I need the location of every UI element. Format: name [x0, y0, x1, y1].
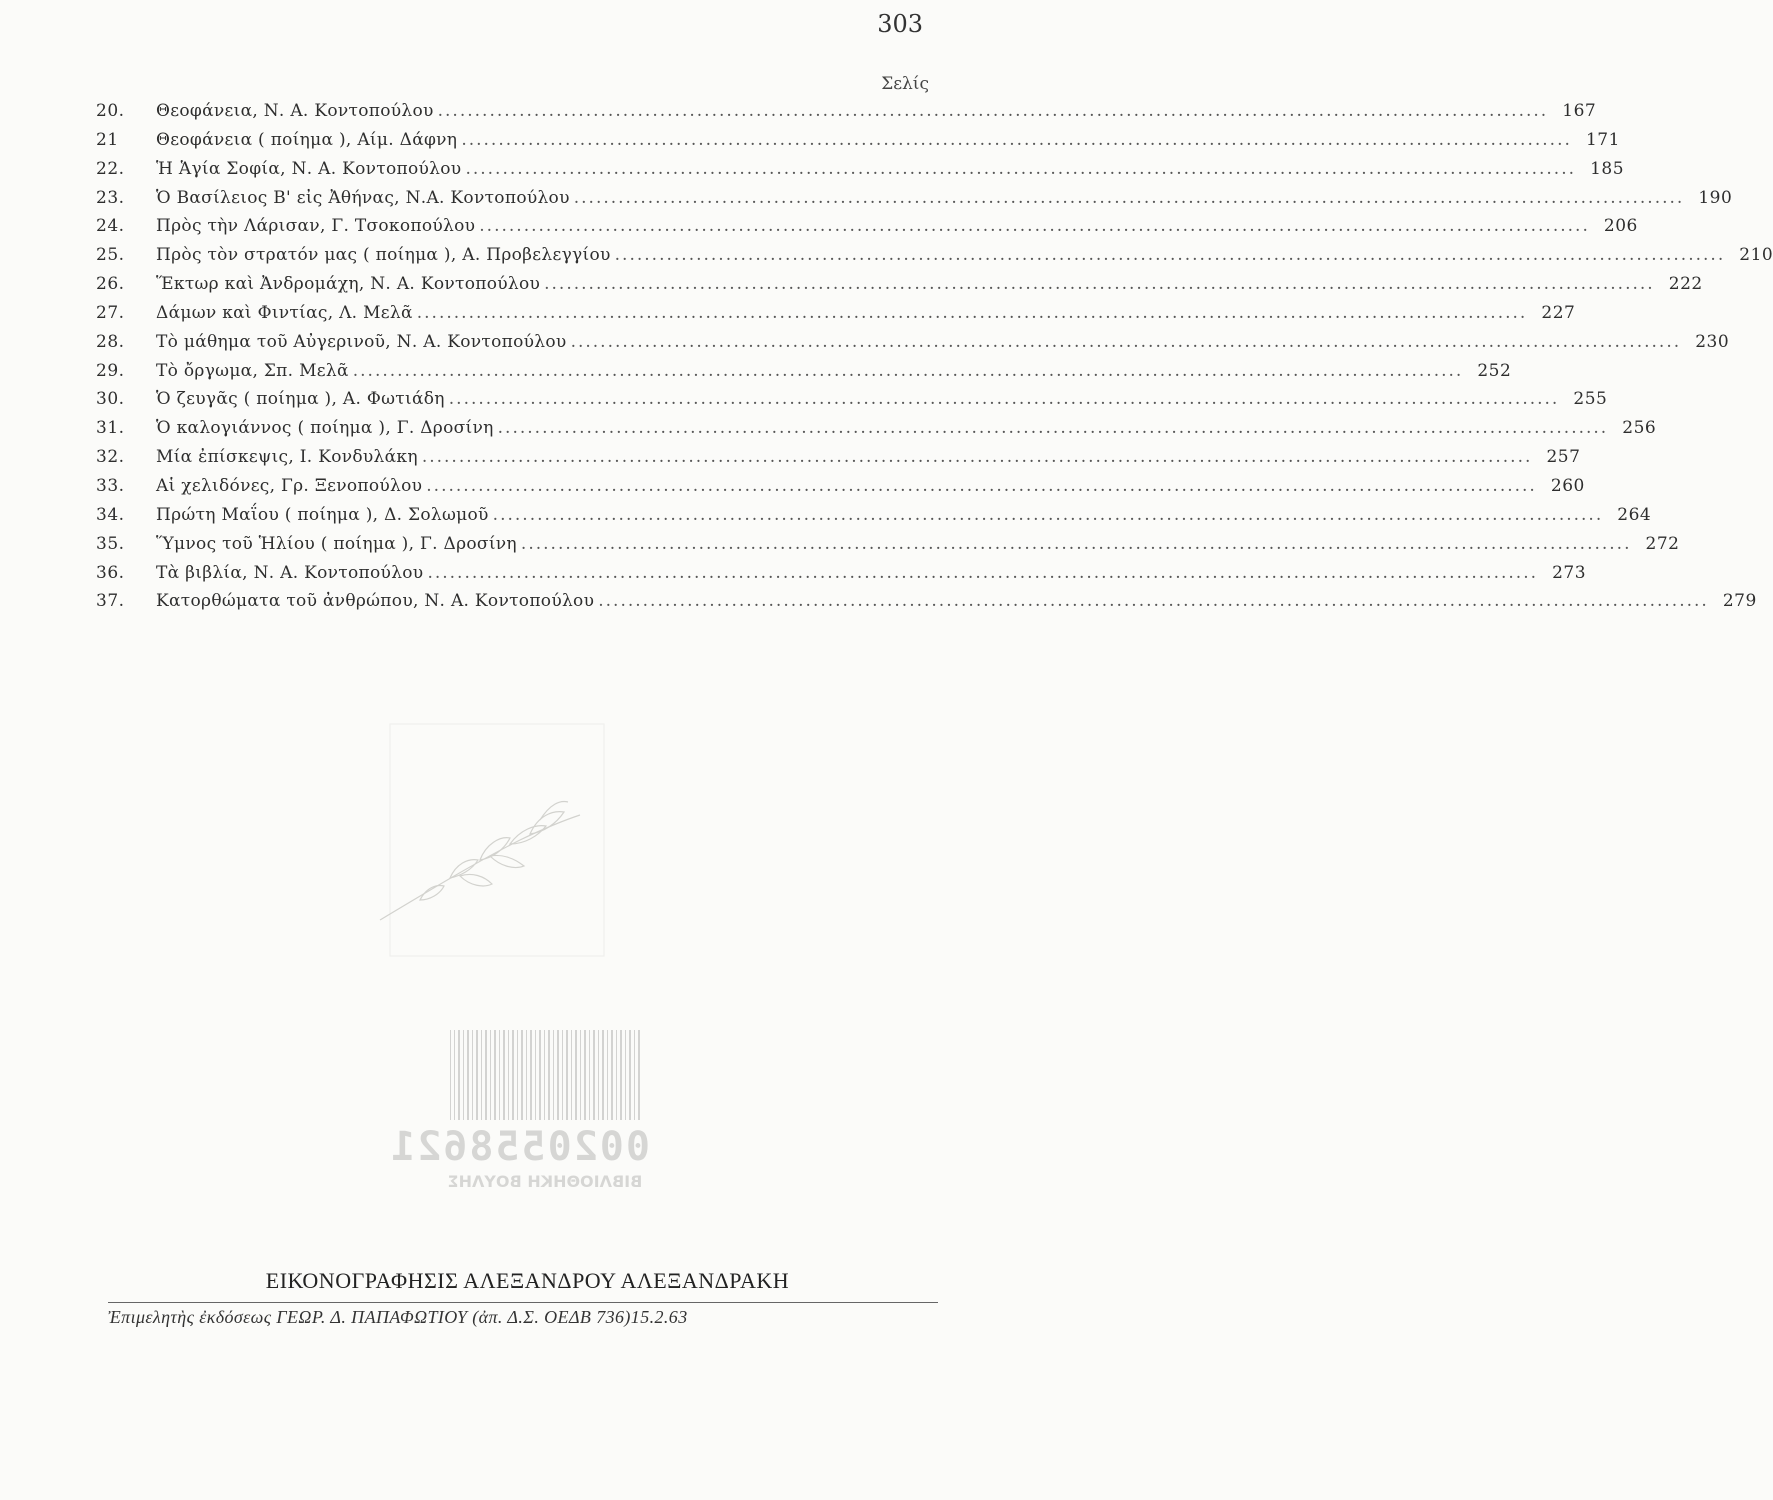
toc-entry [96, 443, 1581, 472]
toc-entry-title: Τὰ βιβλία, Ν. Α. Κοντοπούλου [156, 562, 424, 583]
dot-leader [498, 414, 1609, 443]
toc-entry-number: 30. [96, 389, 125, 410]
toc-entry-title: Ἕκτωρ καὶ Ἀνδρομάχη, Ν. Α. Κοντοπούλου [156, 274, 541, 295]
toc-entry-title: Ὁ ζευγᾶς ( ποίημα ), Α. Φωτιάδη [156, 389, 445, 410]
toc-entry-number: 31. [96, 418, 125, 439]
toc-entry-page: 256 [1622, 418, 1657, 439]
toc-entry-number: 35. [96, 533, 125, 554]
dot-leader [426, 472, 1537, 501]
stamp-code: 0020558621 [389, 1124, 650, 1170]
dot-leader [493, 501, 1604, 530]
olive-branch-illustration [360, 720, 610, 960]
illustration-credit: ΕΙΚΟΝΟΓΡΑΦΗΣΙΣ ΑΛΕΞΑΝΔΡΟΥ ΑΛΕΞΑΝΔΡΑΚΗ [265, 1268, 790, 1293]
dot-leader [571, 328, 1682, 357]
toc-entry-number: 34. [96, 504, 125, 525]
dot-leader [479, 212, 1590, 241]
toc-entry-page: 273 [1552, 562, 1587, 583]
page-column-label: Σελίς [881, 74, 929, 94]
toc-entry-title: Πρώτη Μαΐου ( ποίημα ), Δ. Σολωμοῦ [156, 504, 489, 525]
toc-entry-title: Ὁ καλογιάννος ( ποίημα ), Γ. Δροσίνη [156, 418, 494, 439]
toc-entry [96, 385, 1608, 414]
toc-entry-number: 37. [96, 591, 125, 612]
toc-entry-page: 206 [1603, 216, 1638, 237]
dot-leader [598, 587, 1709, 616]
dot-leader [574, 184, 1685, 213]
toc-entry [96, 530, 1680, 559]
toc-entry [96, 559, 1587, 588]
toc-entry-page: 252 [1477, 360, 1512, 381]
toc-entry [96, 155, 1625, 184]
toc-entry-number: 21 [96, 129, 119, 150]
dot-leader [353, 357, 1464, 386]
stamp-library-name: ΒΙΒΛΙΟΘΗΚΗ ΒΟΥΛΗΣ [447, 1172, 643, 1191]
toc-entry-title: Πρὸς τὴν Λάρισαν, Γ. Τσοκοπούλου [156, 216, 476, 237]
dot-leader [461, 126, 1572, 155]
toc-entry-number: 36. [96, 562, 125, 583]
toc-entry-title: Ἡ Ἁγία Σοφία, Ν. Α. Κοντοπούλου [156, 158, 462, 179]
toc-entry-title: Μία ἐπίσκεψις, Ι. Κονδυλάκη [156, 447, 418, 468]
toc-entry-title: Ὕμνος τοῦ Ἡλίου ( ποίημα ), Γ. Δροσίνη [156, 533, 517, 554]
toc-entry-page: 171 [1585, 129, 1620, 150]
toc-entry-title: Θεοφάνεια, Ν. Α. Κοντοπούλου [156, 101, 434, 121]
library-stamp [389, 1030, 650, 1210]
dot-leader [615, 241, 1726, 270]
toc-entry-page: 227 [1541, 302, 1576, 323]
toc-entry [96, 97, 1597, 126]
dot-leader [521, 530, 1632, 559]
toc-entry-number: 24. [96, 216, 125, 237]
toc-entry-page: 185 [1590, 158, 1625, 179]
barcode [450, 1030, 640, 1120]
toc-entry-page: 167 [1562, 101, 1597, 121]
toc-entry [96, 241, 1773, 270]
divider [108, 1302, 938, 1303]
toc-entry-title: Ὁ Βασίλειος Β' εἰς Ἀθήνας, Ν.Α. Κοντοπούλου [156, 187, 570, 208]
dot-leader [465, 155, 1576, 184]
toc-entry-page: 264 [1617, 504, 1652, 525]
page-number: 303 [877, 10, 923, 38]
toc-entry-number: 33. [96, 475, 125, 496]
toc-entry-number: 29. [96, 360, 125, 381]
table-of-contents [96, 97, 1773, 616]
dot-leader [438, 97, 1549, 126]
toc-entry [96, 212, 1638, 241]
toc-entry-page: 272 [1645, 533, 1680, 554]
toc-entry-number: 32. [96, 447, 125, 468]
toc-entry [96, 587, 1757, 616]
toc-entry-page: 210 [1739, 245, 1773, 266]
toc-entry [96, 328, 1730, 357]
toc-entry [96, 501, 1652, 530]
toc-entry-number: 20. [96, 101, 125, 121]
toc-entry-page: 230 [1695, 331, 1730, 352]
colophon: Ἐπιμελητὴς ἐκδόσεως ΓΕΩΡ. Δ. ΠΑΠΑΦΩΤΙΟΥ (ἀπ. Δ.Σ. ΟΕΔΒ 736)15.2.63 [108, 1307, 688, 1327]
toc-entry [96, 270, 1703, 299]
toc-entry-page: 260 [1550, 475, 1585, 496]
toc-entry-page: 279 [1722, 591, 1757, 612]
toc-entry [96, 472, 1585, 501]
toc-entry-title: Κατορθώματα τοῦ ἀνθρώπου, Ν. Α. Κοντοπούλου [156, 591, 595, 612]
toc-entry [96, 184, 1733, 213]
toc-entry-number: 23. [96, 187, 125, 208]
toc-entry-title: Αἱ χελιδόνες, Γρ. Ξενοπούλου [156, 475, 423, 496]
toc-entry-page: 255 [1573, 389, 1608, 410]
toc-entry-page: 222 [1668, 274, 1703, 295]
toc-entry-title: Πρὸς τὸν στρατόν μας ( ποίημα ), Α. Προβελεγγίου [156, 245, 611, 266]
toc-entry-number: 26. [96, 274, 125, 295]
dot-leader [422, 443, 1533, 472]
toc-entry-title: Θεοφάνεια ( ποίημα ), Αίμ. Δάφνη [156, 129, 458, 150]
toc-entry-page: 257 [1546, 447, 1581, 468]
toc-entry-number: 25. [96, 245, 125, 266]
dot-leader [427, 559, 1538, 588]
toc-entry-page: 190 [1698, 187, 1733, 208]
toc-entry-title: Τὸ ὄργωμα, Σπ. Μελᾶ [156, 360, 349, 381]
toc-entry [96, 357, 1512, 386]
toc-entry [96, 299, 1576, 328]
dot-leader [544, 270, 1655, 299]
toc-entry-title: Τὸ μάθημα τοῦ Αὐγερινοῦ, Ν. Α. Κοντοπούλου [156, 331, 567, 352]
toc-entry-title: Δάμων καὶ Φιντίας, Λ. Μελᾶ [156, 302, 413, 323]
toc-entry [96, 126, 1620, 155]
toc-entry-number: 27. [96, 302, 125, 323]
dot-leader [417, 299, 1528, 328]
dot-leader [449, 385, 1560, 414]
toc-entry-number: 22. [96, 158, 125, 179]
toc-entry-number: 28. [96, 331, 125, 352]
toc-entry [96, 414, 1657, 443]
